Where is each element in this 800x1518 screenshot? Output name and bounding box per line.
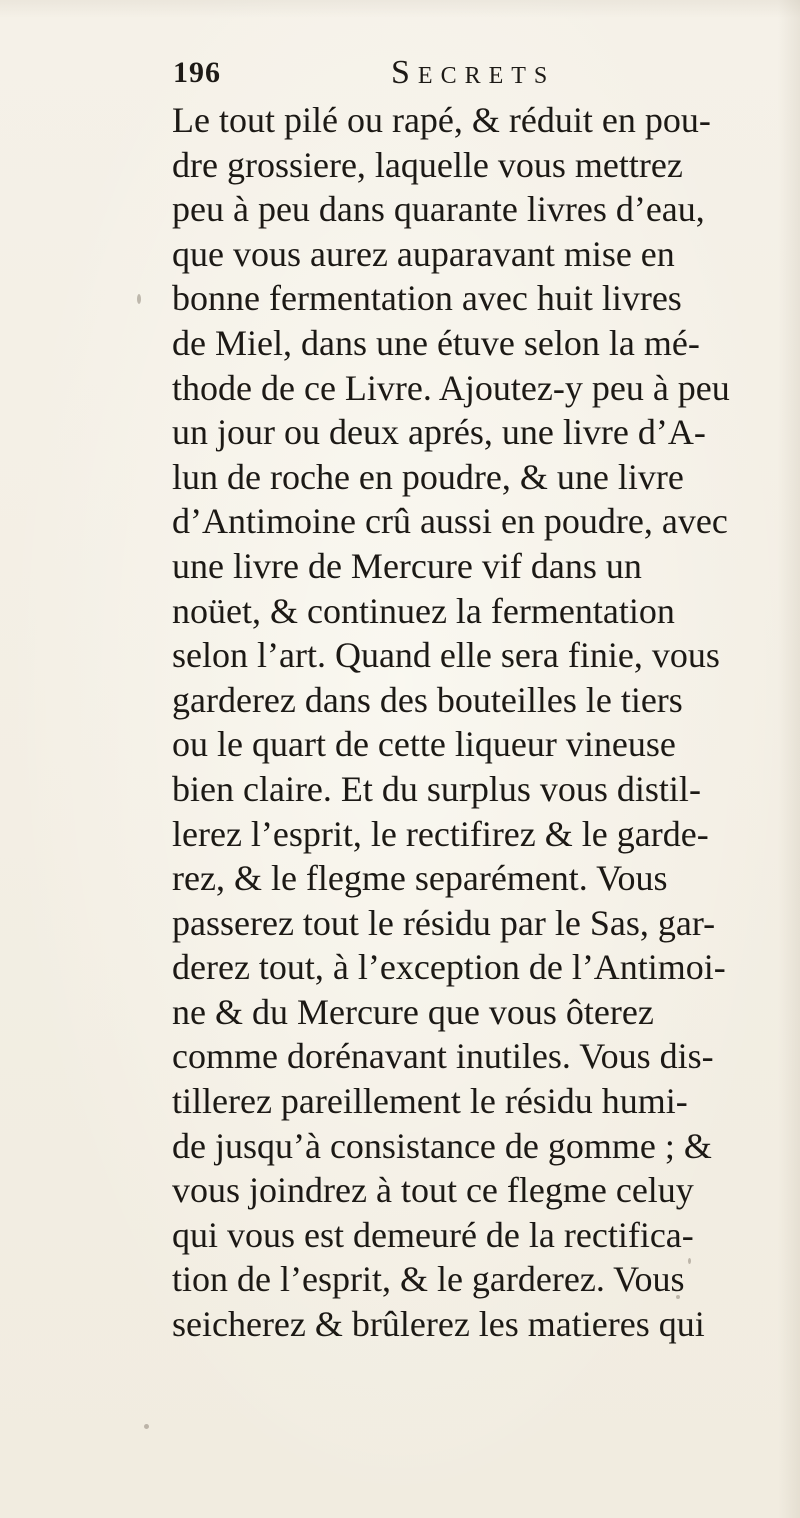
top-edge-shadow: [0, 0, 800, 18]
text-line: de jusqu’à consistance de gomme ; &: [172, 1125, 712, 1166]
text-line: noüet, & continuez la fermentation: [172, 590, 675, 631]
page-number: 196: [173, 56, 221, 89]
text-line: que vous aurez auparavant mise en: [172, 233, 675, 274]
paper-speck: [144, 1424, 149, 1429]
text-line: ou le quart de cette liqueur vineuse: [172, 724, 676, 765]
body-text: [172, 98, 800, 1347]
paper-speck: [688, 1258, 691, 1264]
text-line: tillerez pareillement le résidu humi-: [172, 1081, 688, 1122]
text-line: rez, & le flegme separément. Vous: [172, 858, 668, 899]
text-line: lun de roche en poudre, & une livre: [172, 456, 684, 497]
text-line: comme dorénavant inutiles. Vous dis-: [172, 1036, 714, 1077]
page-header: [173, 54, 693, 98]
text-line: lerez l’esprit, le rectifirez & le garde-: [172, 813, 709, 854]
text-line: bien claire. Et du surplus vous distil-: [172, 768, 701, 809]
text-line: bonne fermentation avec huit livres: [172, 278, 682, 319]
text-line: de Miel, dans une étuve selon la mé-: [172, 322, 700, 363]
text-line: un jour ou deux aprés, une livre d’A-: [172, 412, 706, 453]
text-line: passerez tout le résidu par le Sas, gar-: [172, 902, 716, 943]
paper-speck: [137, 294, 141, 304]
text-line: selon l’art. Quand elle sera finie, vous: [172, 635, 720, 676]
text-line: derez tout, à l’exception de l’Antimoi-: [172, 947, 726, 988]
text-line: tion de l’esprit, & le garderez. Vous: [172, 1259, 685, 1300]
text-line: d’Antimoine crû aussi en poudre, avec: [172, 501, 728, 542]
text-line: vous joindrez à tout ce flegme celuy: [172, 1170, 694, 1211]
text-line: garderez dans des bouteilles le tiers: [172, 679, 683, 720]
text-line: Le tout pilé ou rapé, & réduit en pou-: [172, 100, 711, 140]
text-line: seicherez & brûlerez les matieres qui: [172, 1304, 705, 1345]
paper-speck: [676, 1295, 680, 1299]
text-line: peu à peu dans quarante livres d’eau,: [172, 189, 705, 230]
text-line: dre grossiere, laquelle vous mettrez: [172, 144, 683, 185]
text-line: qui vous est demeuré de la rectifica-: [172, 1214, 694, 1255]
text-line: une livre de Mercure vif dans un: [172, 545, 642, 586]
running-title: Secrets: [391, 54, 556, 91]
text-line: ne & du Mercure que vous ôterez: [172, 991, 654, 1032]
text-line: thode de ce Livre. Ajoutez-y peu à peu: [172, 367, 730, 408]
